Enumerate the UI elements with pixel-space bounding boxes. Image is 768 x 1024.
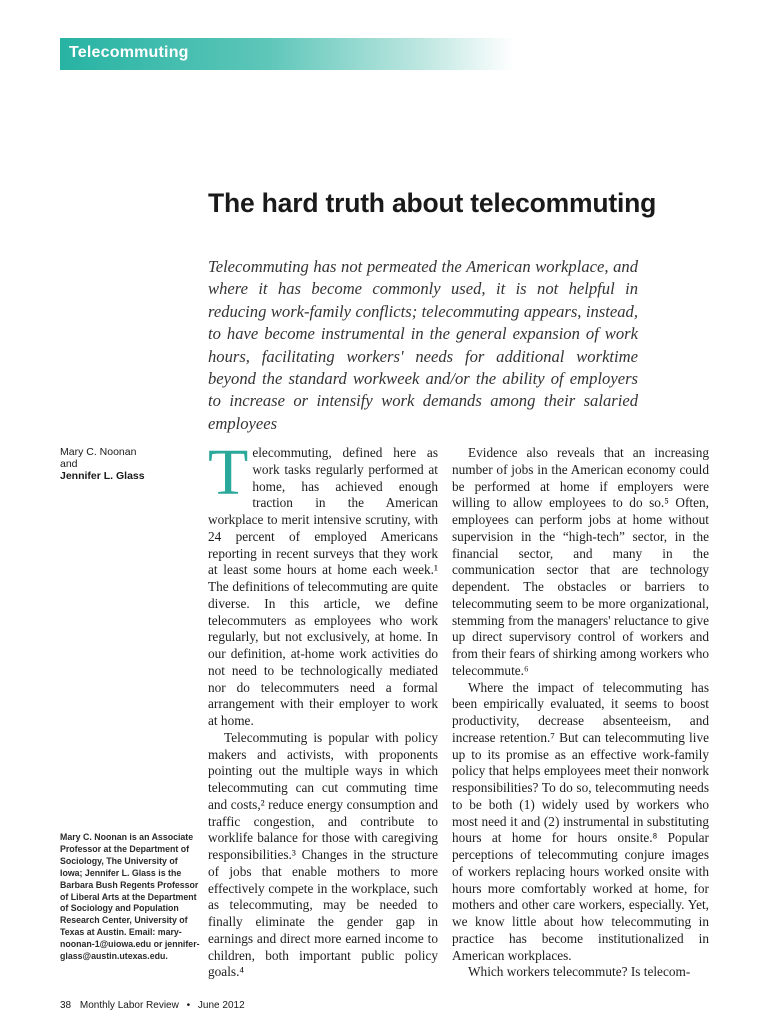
section-banner-label: Telecommuting [69,44,189,61]
author-conjunction: and [60,458,78,470]
page-footer [60,1000,245,1011]
body-paragraph-3: Evidence also reveals that an increasing number of jobs in the American economy could be performed at home if employers were willing to allow employees to do so.⁵ Often, employees can perform jobs at home without supervision in the “high-tech” sector, in the financial sector, and many in the communication sector that are technology dependent. The obstacles or barriers to telecommuting seem to be more organizational, stemming from the managers' reluctance to give up direct supervisory control of workers and from their fears of shirking among workers who telecommute.⁶ [452,445,709,678]
author-bio: Mary C. Noonan is an Associate Professor at the Department of Sociology, The University of Iowa; Jennifer L. Glass is the Barbara Bush Regents Professor of Liberal Arts at the Department of Sociology and Population Research Center, University of Texas at Austin. Email: mary-noonan-1@uiowa.edu or jennifer-glass@austin.utexas.edu. [60,832,200,962]
journal-name: Monthly Labor Review [79,1000,179,1011]
drop-cap: T [208,436,249,509]
page-number: 38 [60,1000,72,1011]
body-column-1 [208,436,438,981]
body-paragraph-1-text: elecommuting, defined here as work tasks regularly performed at home, has achieved enough traction in the American workplace to merit intensive scrutiny, with 24 percent of employed Americans reporting in recent surveys that they work at least some hours at home each week.¹ The definitions of telecommuting are quite diverse. In this article, we define telecommuters as employees who work regularly, but not exclusively, at home. In our definition, at-home work activities do not need to be technologically mediated nor do telecommuters need a formal arrangement with their employer to work at home. [208,445,438,728]
footer-separator: • [186,1000,191,1011]
body-paragraph-2: Telecommuting is popular with policy makers and activists, with proponents pointing out the multiple ways in which telecommuting can cut commuting time and costs,² reduce energy consumption and traffic congestion, and contribute to worklife balance for those with caregiving responsibilities.³ Changes in the structure of jobs that enable mothers to more effectively compete in the workplace, such as telecommuting, may be needed to finally eliminate the gender gap in earnings and direct more earned income to children, both important public policy goals.⁴ [208,729,438,980]
issue-date: June 2012 [197,1000,245,1011]
body-paragraph-4: Where the impact of telecommuting has been empirically evaluated, it seems to boost productivity, decrease absenteeism, and increase retention.⁷ But can telecommuting live up to its promise as an effective work-family policy that helps employees meet their nonwork responsibilities? To do so, telecommuting needs to be both (1) widely used by workers who most need it and (2) instrumental in substituting hours at home for hours onsite.⁸ Popular perceptions of telecommuting conjure images of workers replacing hours worked onsite with hours more comfortably worked at home, for mothers and other care workers, especially. Yet, we know little about how telecommuting in practice has become institutionalized in American workplaces. [452,679,709,963]
body-paragraph-1 [208,436,438,730]
author-byline [60,446,145,482]
article-abstract: Telecommuting has not permeated the American workplace, and where it has become commonly used, it is not helpful in reducing work-family conflicts; telecommuting appears, instead, to have become instrumental in the general expansion of work hours, facilitating workers' needs for additional worktime beyond the standard workweek and/or the ability of employers to increase or intensify work demands among their salaried employees [208,257,638,433]
author-name-1: Mary C. Noonan [60,446,137,458]
body-paragraph-5: Which workers telecommute? Is telecom- [468,964,691,980]
author-name-2: Jennifer L. Glass [60,470,145,482]
article-title: The hard truth about telecommuting [208,188,657,218]
section-banner [60,38,515,70]
body-column-2 [452,445,709,981]
